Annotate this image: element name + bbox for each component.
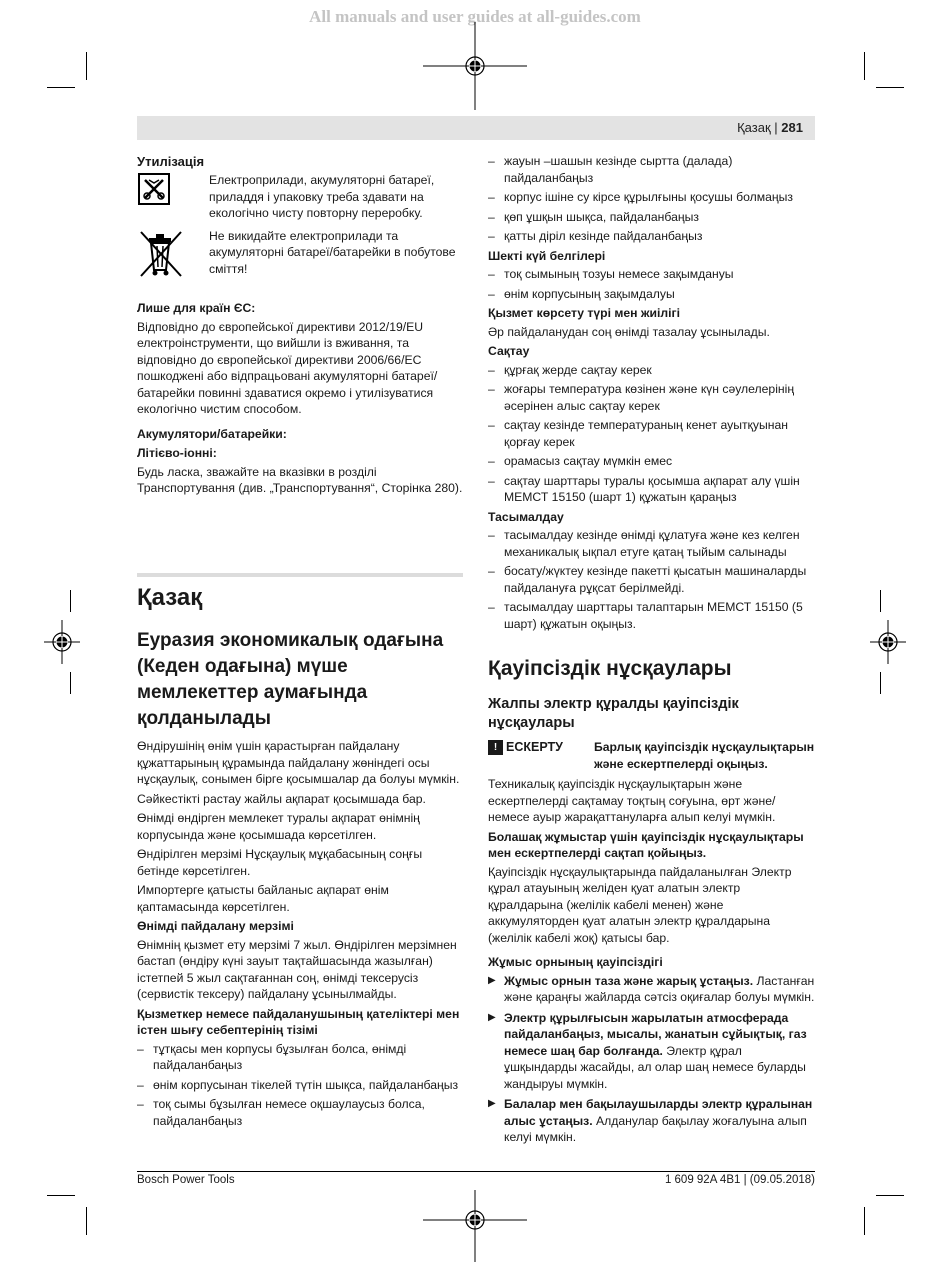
footer-divider: [137, 1171, 815, 1172]
list-item: – тоқ сымы бұзылған немесе оқшаулаусыз болса, пайдаланбаңыз: [137, 1096, 463, 1129]
registration-mark-bottom: [423, 1190, 527, 1262]
warning-label: ЕСКЕРТУ: [506, 740, 563, 755]
footer-doc-number: 1 609 92A 4B1 | (09.05.2018): [664, 1174, 815, 1186]
crop-mark: [70, 672, 71, 694]
list-item: – корпус ішіне су кірсе құрылғыны қосушы болмаңыз: [488, 189, 816, 206]
limit-title: Шекті күй белгілері: [488, 248, 606, 263]
registration-mark-top: [423, 22, 527, 110]
bullet-bold: Жұмыс орнын таза және жарық ұстаңыз.: [504, 973, 754, 988]
service-text: Әр пайдаланудан соң өнімді тазалау ұсынылады.: [488, 324, 770, 339]
list-item: – құрғақ жерде сақтау керек: [488, 362, 816, 379]
list-item: – өнім корпусының зақымдалуы: [488, 286, 816, 303]
crop-mark: [864, 1207, 865, 1235]
header-language: Қазақ: [737, 120, 771, 135]
list-item: – қатты діріл кезінде пайдаланбаңыз: [488, 228, 816, 245]
workplace-title: Жұмыс орнының қауіпсіздігі: [488, 955, 663, 969]
warning-text: Техникалық қауіпсіздік нұсқаулықтарын және ескертпелерді сақтамау тоқтың соғуына, өрт және/немесе ауыр жарақаттануларға алып келуі мүмкін.: [488, 777, 776, 824]
warning-heading: Барлық қауіпсіздік нұсқаулықтарын және ескертпелерді оқыңыз.: [594, 740, 815, 771]
list-item: – тоқ сымының тозуы немесе зақымдануы: [488, 266, 816, 283]
page-number: 281: [781, 120, 803, 135]
disposal-title: Утилізація: [137, 154, 205, 169]
list-item: – тасымалдау кезінде өнімді құлатуға және кез келген механикалық ықпал етуге қатаң тыйым салынады: [488, 527, 816, 560]
batteries-title: Акумулятори/батарейки:: [137, 426, 287, 441]
crop-mark: [47, 1195, 75, 1196]
list-item: – тасымалдау шарттары талаптарын МЕМСТ 15150 (5 шарт) құжатын оқыңыз.: [488, 599, 816, 632]
keep-instructions: Болашақ жұмыстар үшін қауіпсіздік нұсқаулықтары мен ескертпелерді сақтап қойыңыз.: [488, 829, 804, 860]
list-item: – тұтқасы мен корпусы бұзылған болса, өнімді пайдаланбаңыз: [137, 1041, 463, 1074]
disposal-text-2: Не викидайте електроприлади та акумуляторні батареї/батарейки в побутове сміття!: [209, 228, 456, 276]
list-item: – орамасыз сақтау мүмкін емес: [488, 453, 816, 470]
lithium-text: Будь ласка, зважайте на вказівки в розділі Транспортування (див. „Транспортування“, Сторінка 280).: [137, 464, 463, 495]
bullet-bold: Электр құрылғысын жарылатын атмосферада пайдаланбаңыз, мысалы, жанатын сұйықтық, газ немесе шаң бар болғанда.: [504, 1010, 807, 1058]
transport-title: Тасымалдау: [488, 509, 564, 524]
crop-mark: [880, 590, 881, 612]
crop-mark: [876, 87, 904, 88]
list-item: – қөп ұшқын шықса, пайдаланбаңыз: [488, 209, 816, 226]
bullet-text: Алданулар бақылау жоғалуына алып келуі мүмкін.: [504, 1113, 807, 1144]
crop-mark: [864, 52, 865, 80]
bullet-text: Электр құрал ұшқындарды жасайды, ал олар шаң немесе буларды жандыруы мүмкін.: [504, 1043, 806, 1091]
general-safety-title: Жалпы электр құралды қауіпсіздік нұсқаулары: [488, 696, 739, 731]
list-item: – жоғары температура көзінен және күн сәулелерінің әсерінен алыс сақтау керек: [488, 381, 816, 414]
registration-mark-left: [44, 620, 80, 664]
lifetime-title: Өнімді пайдалану мерзімі: [137, 919, 294, 933]
bullet-bold: Балалар мен бақылаушыларды электр құралынан алыс ұстаңыз.: [504, 1097, 813, 1128]
lifetime-text: Өнімнің қызмет ету мерзімі 7 жыл. Өндірілген мерзімнен бастап (өндіру күні зауыт тақтайшасында жазылған) істетпей 5 жыл сақтағаннан соң, өнімді тексерусіз (сервистік тексеру) пайдалану ұсынылмайды.: [137, 937, 457, 1001]
warning-badge: [488, 739, 586, 756]
list-item: [488, 973, 816, 1006]
section-separator: [137, 573, 463, 577]
service-title: Қызмет көрсету түрі мен жиілігі: [488, 306, 681, 320]
page-header: [137, 116, 815, 140]
disposal-text-1: Електроприлади, акумуляторні батареї, приладдя і упаковку треба здавати на екологічно чисту повторну переробку.: [209, 173, 435, 220]
left-column: [137, 153, 463, 500]
intro-paragraph-5: Импортерге қатысты байланыс ақпарат өнім қаптамасында көрсетілген.: [137, 883, 389, 914]
list-item: – сақтау шарттары туралы қосымша ақпарат алу үшін МЕМСТ 15150 (шарт 1) құжатын қараңыз: [488, 473, 816, 506]
crop-mark: [86, 52, 87, 80]
recycle-tools-icon: [137, 172, 173, 206]
right-column-safety: [488, 655, 816, 1150]
lithium-title: Літієво-іонні:: [137, 446, 217, 460]
right-column: [488, 153, 816, 635]
list-item: – босату/жүктеу кезінде пакетті қысатын машиналарды пайдалануға рұқсат берілмейді.: [488, 563, 816, 596]
intro-paragraph-3: Өнімді өндірген мемлекет туралы ақпарат өнімнің корпусында және қосымшада көрсетілген.: [137, 811, 420, 842]
intro-paragraph-1: Өндірушінің өнім үшін қарастырған пайдалану құжаттарының құрамында пайдалану жөніндегі осы нұсқаулық, сонымен бірге қосымшалар да болуы мүмкін.: [137, 739, 460, 786]
crop-mark: [876, 1195, 904, 1196]
list-item: – жауын –шашын кезінде сыртта (далада) пайдаланбаңыз: [488, 153, 816, 186]
left-column-kazakh: [137, 584, 463, 1132]
crop-mark: [47, 87, 75, 88]
intro-paragraph-4: Өндірілген мерзімі Нұсқаулық мұқабасының соңғы бетінде көрсетілген.: [137, 847, 423, 878]
errors-title: Қызметкер немесе пайдаланушының қателіктері мен істен шығу себептерінің тізімі: [137, 1006, 460, 1037]
list-item: – өнім корпусынан тікелей түтін шықса, пайдаланбаңыз: [137, 1077, 463, 1094]
safety-title: Қауіпсіздік нұсқаулары: [488, 657, 732, 680]
eu-text: Відповідно до європейської директиви 2012/19/EU електроінструменти, що вийшли із вживання, та відповідно до європейської директиви 2006/66/EC пошкоджені або відпрацьовані акумуляторні батареї/батарейки повинні здаватися окремо і утилізуватися екологічно чистим способом.: [137, 319, 438, 416]
definition-text: Қауіпсіздік нұсқаулықтарында пайдаланылған Электр құрал атауының желіден қуат алатын электр құралдарына (желілік кабелі менен) және аккумуляторден қуат алатын электр құралдарына (желілік кабелі жоқ) қатысы бар.: [488, 864, 792, 945]
registration-mark-right: [870, 620, 906, 664]
list-item: [488, 1010, 816, 1093]
crop-mark: [70, 590, 71, 612]
eaeu-title: Еуразия экономикалық одағына (Кеден одағына) мүше мемлекеттер аумағында қолданылады: [137, 630, 444, 729]
list-item: [488, 1096, 816, 1146]
crop-mark: [86, 1207, 87, 1235]
storage-title: Сақтау: [488, 344, 530, 358]
watermark: All manuals and user guides at all-guides.com: [309, 7, 641, 26]
intro-paragraph-2: Сәйкестікті растау жайлы ақпарат қосымшада бар.: [137, 791, 426, 806]
warning-triangle-icon: !: [488, 740, 503, 755]
header-separator: |: [774, 120, 778, 135]
eu-title: Лише для країн ЄС:: [137, 301, 256, 315]
language-section-title: Қазақ: [137, 584, 203, 611]
bullet-text: Ластанған және қараңғы жайларда сәтсіз оқиғалар болуы мүмкін.: [504, 973, 815, 1004]
footer-brand: Bosch Power Tools: [137, 1174, 235, 1186]
list-item: – сақтау кезінде температураның кенет ауытқуынан қорғау керек: [488, 417, 816, 450]
crop-mark: [880, 672, 881, 694]
crossed-bin-icon: [137, 228, 185, 278]
